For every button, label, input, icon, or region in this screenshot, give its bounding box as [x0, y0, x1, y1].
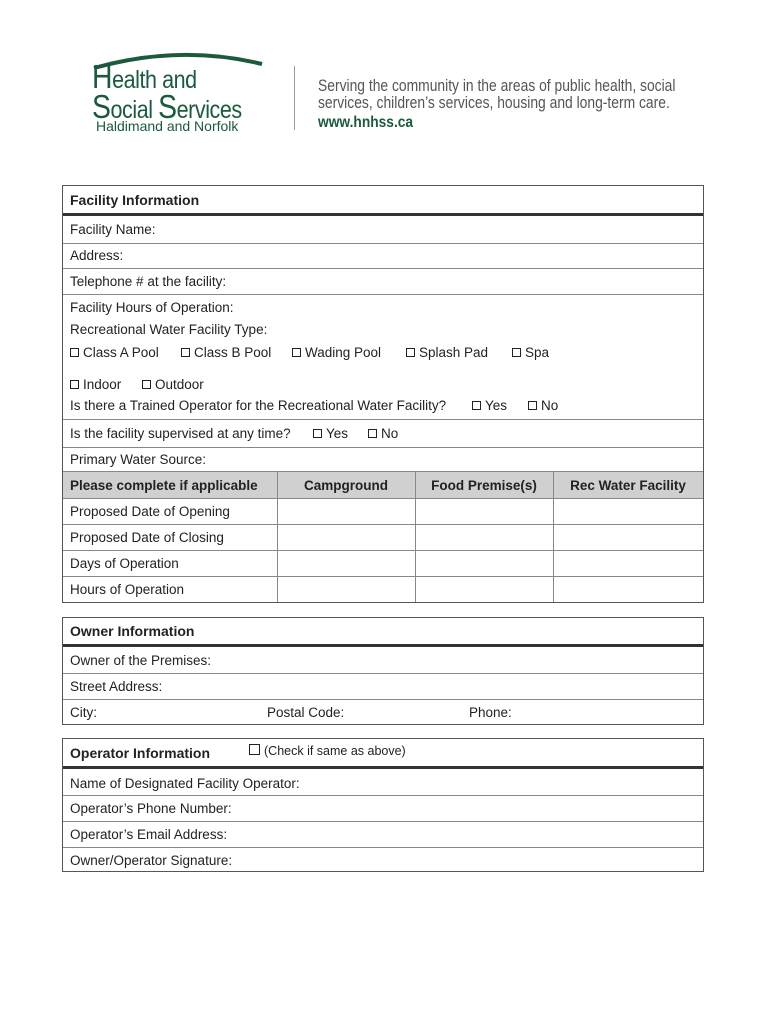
- schedule-table-header: [63, 471, 703, 498]
- operator-phone-field[interactable]: [63, 795, 703, 821]
- outdoor-checkbox[interactable]: Outdoor: [142, 377, 204, 392]
- section-title: Facility Information: [70, 192, 200, 208]
- table-column-divider: [553, 471, 554, 602]
- field-label: Facility Name:: [70, 222, 156, 237]
- water-source-field[interactable]: [63, 447, 703, 472]
- trained-operator-yes-checkbox[interactable]: Yes: [472, 398, 507, 413]
- facility-type-label: Recreational Water Facility Type:: [70, 322, 268, 337]
- field-label: Name of Designated Facility Operator:: [70, 776, 300, 791]
- section-header: [63, 618, 703, 645]
- address-field[interactable]: [63, 243, 703, 268]
- operator-information-section: [62, 738, 704, 872]
- operator-email-field[interactable]: [63, 821, 703, 847]
- field-label: Operator’s Phone Number:: [70, 801, 232, 816]
- table-column-divider: [415, 471, 416, 602]
- signature-field[interactable]: [63, 847, 703, 872]
- logo-line-1: Health and: [92, 58, 197, 95]
- header-divider: [294, 66, 295, 130]
- checkbox-icon: [292, 348, 301, 357]
- checkbox-icon: [368, 429, 377, 438]
- table-row: [63, 550, 703, 576]
- section-title: Owner Information: [70, 623, 195, 639]
- facility-hours-field[interactable]: Facility Hours of Operation:: [70, 300, 234, 315]
- field-label: Owner of the Premises:: [70, 653, 212, 668]
- owner-information-section: [62, 617, 704, 725]
- field-label: Owner/Operator Signature:: [70, 853, 233, 868]
- logo-line-2: Social Services: [92, 88, 242, 125]
- postal-code-field[interactable]: Postal Code:: [267, 705, 345, 720]
- table-row-label: Proposed Date of Closing: [70, 530, 224, 545]
- owner-premises-field[interactable]: [63, 644, 703, 672]
- checkbox-icon: [249, 744, 260, 755]
- header-tagline: Serving the community in the areas of public health, social services, children’s services, housing and long-term care.: [318, 77, 676, 112]
- phone-field[interactable]: Phone:: [469, 705, 512, 720]
- hnhss-logo: [90, 50, 280, 140]
- splash-pad-checkbox[interactable]: Splash Pad: [406, 345, 488, 360]
- table-row-label: Proposed Date of Opening: [70, 504, 230, 519]
- spa-checkbox[interactable]: Spa: [512, 345, 549, 360]
- same-as-above-checkbox[interactable]: (Check if same as above): [249, 744, 406, 758]
- street-address-field[interactable]: [63, 673, 703, 699]
- wading-pool-checkbox[interactable]: Wading Pool: [292, 345, 381, 360]
- checkbox-icon: [70, 348, 79, 357]
- checkbox-icon: [406, 348, 415, 357]
- facility-name-field[interactable]: [63, 213, 703, 241]
- section-title: Operator Information: [70, 745, 211, 761]
- indoor-checkbox[interactable]: Indoor: [70, 377, 121, 392]
- table-row: [63, 498, 703, 524]
- logo-line-3: Haldimand and Norfolk: [96, 118, 239, 134]
- field-label: Telephone # at the facility:: [70, 274, 227, 289]
- city-postal-phone-row: [63, 699, 703, 724]
- checkbox-icon: [181, 348, 190, 357]
- checkbox-icon: [313, 429, 322, 438]
- table-row-label: Days of Operation: [70, 556, 179, 571]
- table-header-cell: Food Premise(s): [431, 478, 537, 493]
- field-label: Street Address:: [70, 679, 163, 694]
- hours-and-type-block: [63, 294, 703, 392]
- section-header: [63, 186, 703, 214]
- page-header: [0, 0, 770, 150]
- website-link[interactable]: www.hnhss.ca: [318, 114, 414, 131]
- supervised-yes-checkbox[interactable]: Yes: [313, 426, 348, 441]
- checkbox-icon: [512, 348, 521, 357]
- supervised-no-checkbox[interactable]: No: [368, 426, 398, 441]
- table-row: [63, 524, 703, 550]
- supervised-question: Is the facility supervised at any time?: [70, 426, 291, 441]
- class-b-pool-checkbox[interactable]: Class B Pool: [181, 345, 271, 360]
- table-header-cell: Campground: [304, 478, 388, 493]
- facility-information-section: [62, 185, 704, 603]
- telephone-field[interactable]: [63, 268, 703, 294]
- table-column-divider: [277, 471, 278, 602]
- designated-operator-field[interactable]: [63, 766, 703, 795]
- city-field[interactable]: City:: [70, 705, 97, 720]
- checkbox-icon: [70, 380, 79, 389]
- checkbox-icon: [142, 380, 151, 389]
- class-a-pool-checkbox[interactable]: Class A Pool: [70, 345, 159, 360]
- checkbox-icon: [472, 401, 481, 410]
- checkbox-icon: [528, 401, 537, 410]
- table-row: [63, 576, 703, 602]
- field-label: Address:: [70, 248, 124, 263]
- table-header-cell: Rec Water Facility: [570, 478, 686, 493]
- field-label: Primary Water Source:: [70, 452, 207, 467]
- section-header: [63, 739, 703, 767]
- trained-operator-question: Is there a Trained Operator for the Recreational Water Facility?: [70, 398, 447, 413]
- table-row-label: Hours of Operation: [70, 582, 185, 597]
- table-header-cell: Please complete if applicable: [70, 478, 258, 493]
- field-label: Operator’s Email Address:: [70, 827, 228, 842]
- trained-operator-no-checkbox[interactable]: No: [528, 398, 558, 413]
- supervised-row: [63, 419, 703, 447]
